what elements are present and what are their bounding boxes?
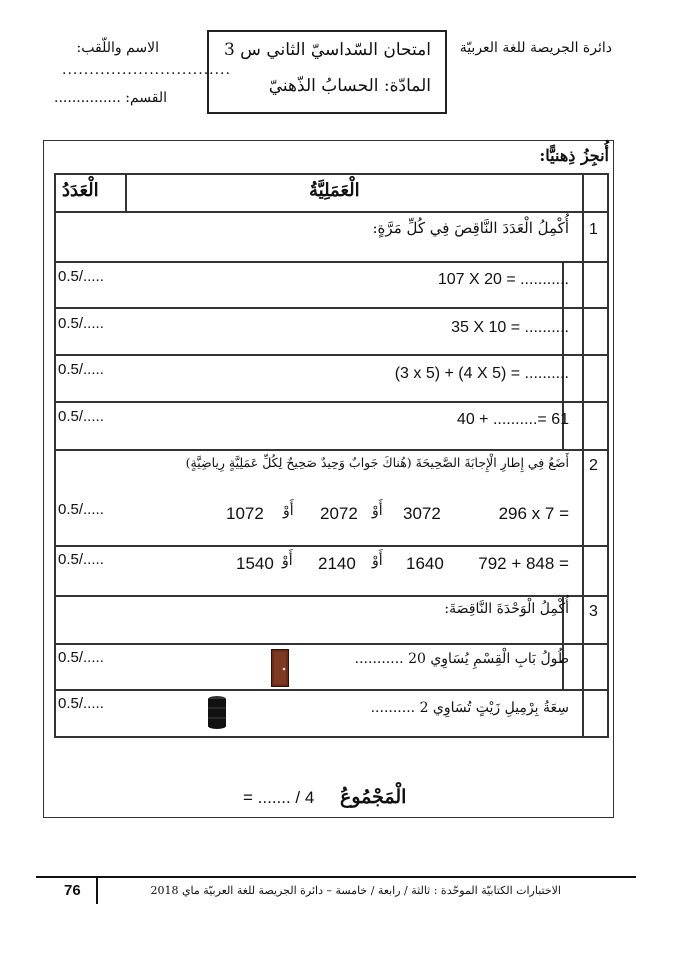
column-header-score: الْعَدَدُ — [62, 180, 99, 201]
exercise2-expression: 792 + 848 = — [478, 554, 569, 573]
score-field: 0.5/..... — [58, 501, 104, 518]
column-header-operation: الْعَمَلِيَّةُ — [309, 180, 360, 201]
total-value: = ....... / 4 — [243, 788, 315, 807]
total-label: الْمَجْمُوعُ — [340, 786, 407, 808]
or-word: أَوْ — [372, 503, 383, 519]
name-label: الاسم واللّقب: — [76, 40, 159, 56]
exercise3-sentence: سِعَةُ بِرْمِيلِ زَيْتٍ تُسَاوِي 2 .......... — [370, 700, 569, 716]
score-field: 0.5/..... — [58, 408, 104, 425]
door-icon — [271, 649, 289, 687]
barrel-icon — [207, 695, 227, 730]
exam-title: امتحان السّداسيّ الثاني س 3 — [223, 40, 431, 60]
exercise-number: 1 — [589, 221, 598, 238]
score-field: 0.5/..... — [58, 361, 104, 378]
exercise2-expression: 296 x 7 = — [498, 504, 569, 523]
footer-line — [36, 876, 636, 878]
exam-title-box — [207, 30, 447, 114]
answer-option[interactable]: 3072 — [403, 504, 441, 523]
score-field: 0.5/..... — [58, 695, 104, 712]
exercise1-expression: 40 + ..........= 61 — [456, 411, 569, 428]
or-word: أَوْ — [283, 503, 294, 519]
page-number: 76 — [64, 882, 81, 899]
score-field: 0.5/..... — [58, 315, 104, 332]
exercise1-title: أُكْمِلُ الْعَدَدَ النَّاقِصَ فِي كُلِّ مَرَّةٍ: — [372, 219, 569, 237]
answer-option[interactable]: 2140 — [318, 554, 356, 573]
exercise3-title: أُكْمِلُ الْوَحْدَةَ النَّاقِصَةَ: — [444, 601, 569, 617]
subject-label: المادّة: الحسابُ الذّهنيّ — [268, 76, 431, 96]
score-field: 0.5/..... — [58, 268, 104, 285]
name-field: ............................... — [62, 62, 231, 78]
answer-option[interactable]: 1072 — [226, 504, 264, 523]
answer-option[interactable]: 1540 — [236, 554, 274, 573]
or-word: أَوْ — [282, 553, 293, 569]
footer-text: الاختبارات الكتابيّة الموحّدة : ثالثة / رابعة / خامسة – دائرة الجريصة للغة العربيّة ماي 2018 — [150, 884, 561, 897]
class-field: القسم: ............... — [54, 90, 167, 106]
score-field: 0.5/..... — [58, 649, 104, 666]
answer-option[interactable]: 2072 — [320, 504, 358, 523]
exercise1-expression: (3 x 5) + (4 X 5) = .......... — [394, 365, 569, 382]
exercise3-sentence: طُولُ بَابِ الْقِسْمِ يُسَاوِي 20 ........... — [354, 651, 569, 667]
department-label: دائرة الجريصة للغة العربيّة — [459, 40, 612, 56]
footer-divider — [96, 876, 98, 904]
exercise-number: 3 — [589, 603, 598, 620]
answer-option[interactable]: 1640 — [406, 554, 444, 573]
exercise2-title: أَضَعُ فِي إِطارِ الْإِجابَةَ الصَّحِيحَةَ (هُناكَ جَوابٌ وَحِيدٌ صَحِيحٌ لِكُلِّ عَمَلِيَّةٍ رِياضِيَّةٍ) — [185, 455, 569, 470]
exercise1-expression: 107 X 20 = ........... — [437, 271, 569, 288]
instruction: أُنجِزُ ذِهنيًّا: — [539, 146, 609, 165]
exercise-table — [54, 173, 609, 737]
exercise-number: 2 — [589, 457, 598, 474]
score-field: 0.5/..... — [58, 551, 104, 568]
exercise1-expression: 35 X 10 = .......... — [451, 319, 569, 336]
or-word: أَوْ — [372, 553, 383, 569]
